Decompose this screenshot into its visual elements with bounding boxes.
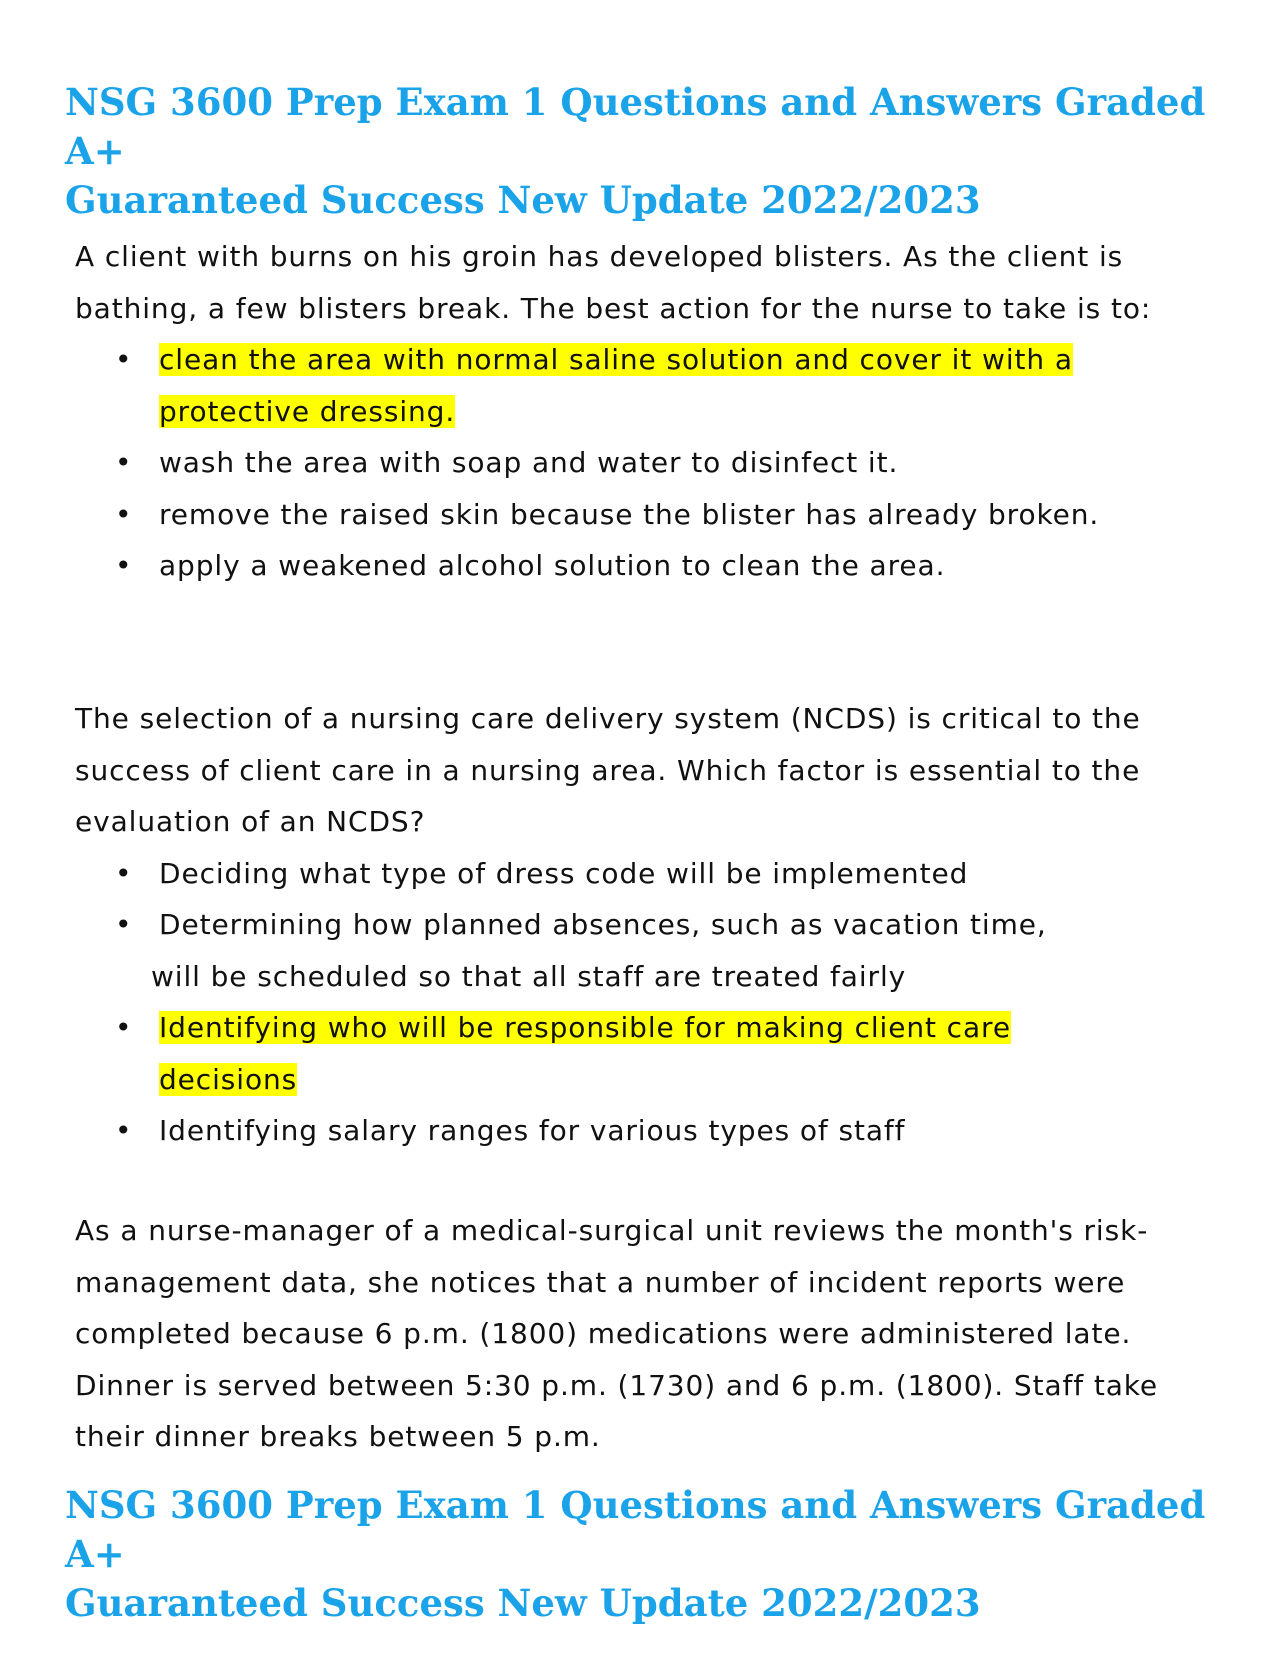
option-text: will be scheduled so that all staff are treated fairly: [151, 959, 907, 993]
question-1-option-d: [75, 540, 1215, 592]
question-block-1: [75, 231, 1215, 592]
bullet-icon: •: [115, 1114, 133, 1147]
option-text-highlighted: Identifying who will be responsible for making client care: [159, 1011, 1011, 1044]
question-2-option-a: [75, 848, 1215, 900]
header-title-line-1: NSG 3600 Prep Exam 1 Questions and Answers Graded A+: [65, 80, 1206, 173]
question-2-option-d: [75, 1105, 1215, 1157]
question-2-option-c: [75, 1002, 1215, 1105]
option-text: Deciding what type of dress code will be implemented: [159, 856, 969, 890]
question-block-3: [75, 1205, 1215, 1463]
bullet-icon: •: [115, 343, 133, 376]
question-1-option-a: [75, 334, 1215, 437]
bullet-icon: •: [115, 446, 133, 479]
bullet-icon: •: [115, 1011, 133, 1044]
footer-title-line-1: NSG 3600 Prep Exam 1 Questions and Answers Graded A+: [65, 1483, 1206, 1576]
footer-title-line-2: Guaranteed Success New Update 2022/2023: [65, 1581, 981, 1625]
question-3-stem: As a nurse-manager of a medical-surgical unit reviews the month's risk-management data, she notices that a number of incident reports were completed because 6 p.m. (1800) medications were administered late. Dinner is served between 5:30 p.m. (1730) and 6 p.m. (1800). Staff take their dinner breaks between 5 p.m.: [75, 1214, 1159, 1453]
option-text: apply a weakened alcohol solution to clean the area.: [159, 549, 946, 582]
bullet-icon: •: [115, 549, 133, 582]
option-text-highlighted: clean the area with normal saline solution and cover it with a: [159, 343, 1073, 376]
option-text-highlighted: protective dressing.: [159, 394, 456, 428]
option-text: wash the area with soap and water to disinfect it.: [159, 446, 899, 479]
bullet-icon: •: [115, 908, 133, 941]
page-footer-title: [65, 1481, 1245, 1628]
page-header-title: [65, 78, 1245, 225]
question-block-2: [75, 693, 1215, 1157]
bullet-icon: •: [115, 856, 133, 890]
question-1-option-c: [75, 489, 1215, 541]
option-text: Identifying salary ranges for various types of staff: [159, 1114, 906, 1147]
option-text-highlighted: decisions: [159, 1062, 298, 1096]
header-title-line-2: Guaranteed Success New Update 2022/2023: [65, 178, 981, 222]
question-2-option-b: [75, 899, 1215, 1002]
option-text: remove the raised skin because the blister has already broken.: [159, 497, 1100, 531]
question-1-options: [75, 334, 1215, 592]
bullet-icon: •: [115, 497, 133, 531]
option-text: Determining how planned absences, such as vacation time,: [159, 908, 1047, 941]
question-2-options: [75, 848, 1215, 1157]
question-1-stem: A client with burns on his groin has developed blisters. As the client is bathing, a few blisters break. The best action for the nurse to take is to:: [75, 240, 1152, 325]
question-2-stem: The selection of a nursing care delivery system (NCDS) is critical to the success of client care in a nursing area. Which factor is essential to the evaluation of an NCDS?: [75, 702, 1141, 838]
question-1-option-b: [75, 437, 1215, 489]
